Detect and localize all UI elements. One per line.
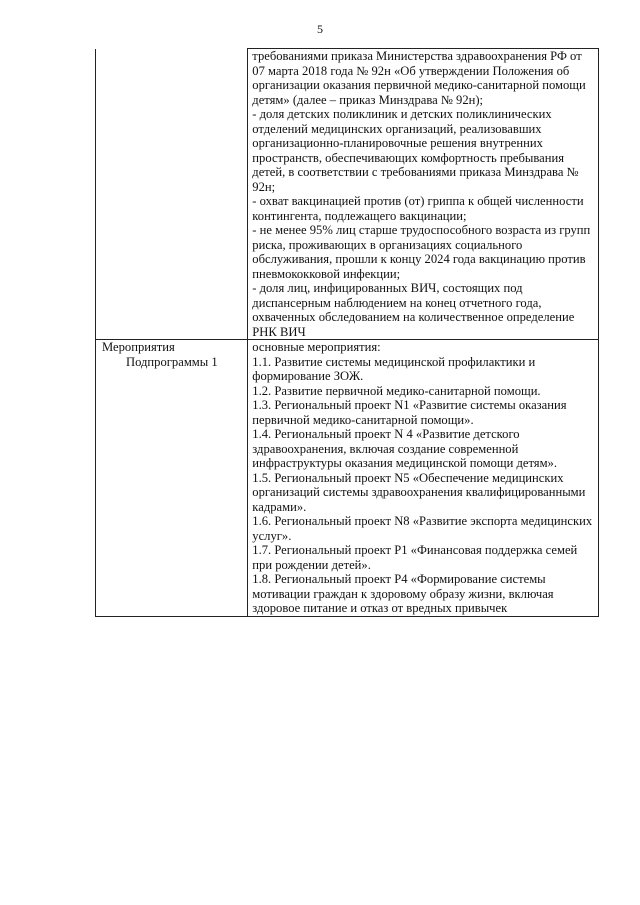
- row-label-line: Подпрограммы 1: [126, 354, 218, 369]
- paragraph: - не менее 95% лиц старше трудоспособного возраста из групп риска, проживающих в организациях социального обслуживания, прошли к концу 2024 года вакцинацию против пневмококковой инфекции;: [252, 223, 591, 281]
- paragraph: - доля детских поликлиник и детских поликлинических отделений медицинских организаций, реализовавших организационно-планировочные решения внутренних пространств, обеспечивающих комфортность пребывания детей, в соответствии с требованиями приказа Минздрава № 92н;: [252, 107, 579, 194]
- row-label-cell: [96, 49, 248, 340]
- row-label-line: Мероприятия: [102, 340, 175, 354]
- paragraph: - охват вакцинацией против (от) гриппа к общей численности контингента, подлежащего вакцинации;: [252, 194, 584, 223]
- list-item: 1.5. Региональный проект N5 «Обеспечение медицинских организаций системы здравоохранения квалифицированными кадрами».: [252, 470, 586, 514]
- list-item: 1.7. Региональный проект P1 «Финансовая поддержка семей при рождении детей».: [252, 543, 578, 572]
- paragraph: требованиями приказа Министерства здравоохранения РФ от 07 марта 2018 года № 92н «Об утверждении Положения об организации оказания первичной медико-санитарной помощи детям» (далее – приказ Минздрава № 92н);: [252, 49, 586, 107]
- list-item: 1.3. Региональный проект N1 «Развитие системы оказания первичной медико-санитарной помощи».: [252, 398, 567, 427]
- row-label: [100, 340, 244, 369]
- list-item: 1.2. Развитие первичной медико-санитарной помощи.: [252, 383, 541, 398]
- page-number: 5: [317, 22, 323, 36]
- list-intro: основные мероприятия:: [252, 340, 381, 354]
- row-content-cell: [248, 340, 599, 617]
- table-row: [96, 340, 599, 617]
- paragraph: - доля лиц, инфицированных ВИЧ, состоящих под диспансерным наблюдением на конец отчетного года, охваченных обследованием на количественное определение РНК ВИЧ: [252, 281, 575, 339]
- list-item: 1.1. Развитие системы медицинской профилактики и формирование ЗОЖ.: [252, 354, 536, 383]
- program-table: [95, 48, 599, 617]
- row-content-cell: [248, 49, 599, 340]
- list-item: 1.4. Региональный проект N 4 «Развитие детского здравоохранения, включая создание современной инфраструктуры оказания медицинской помощи детям».: [252, 427, 557, 470]
- row-label-cell: [96, 340, 248, 617]
- list-item: 1.8. Региональный проект P4 «Формирование системы мотивации граждан к здоровому образу жизни, включая здоровое питание и отказ от вредных привычек: [252, 572, 554, 615]
- list-item: 1.6. Региональный проект N8 «Развитие экспорта медицинских услуг».: [252, 514, 593, 543]
- table-row: [96, 49, 599, 340]
